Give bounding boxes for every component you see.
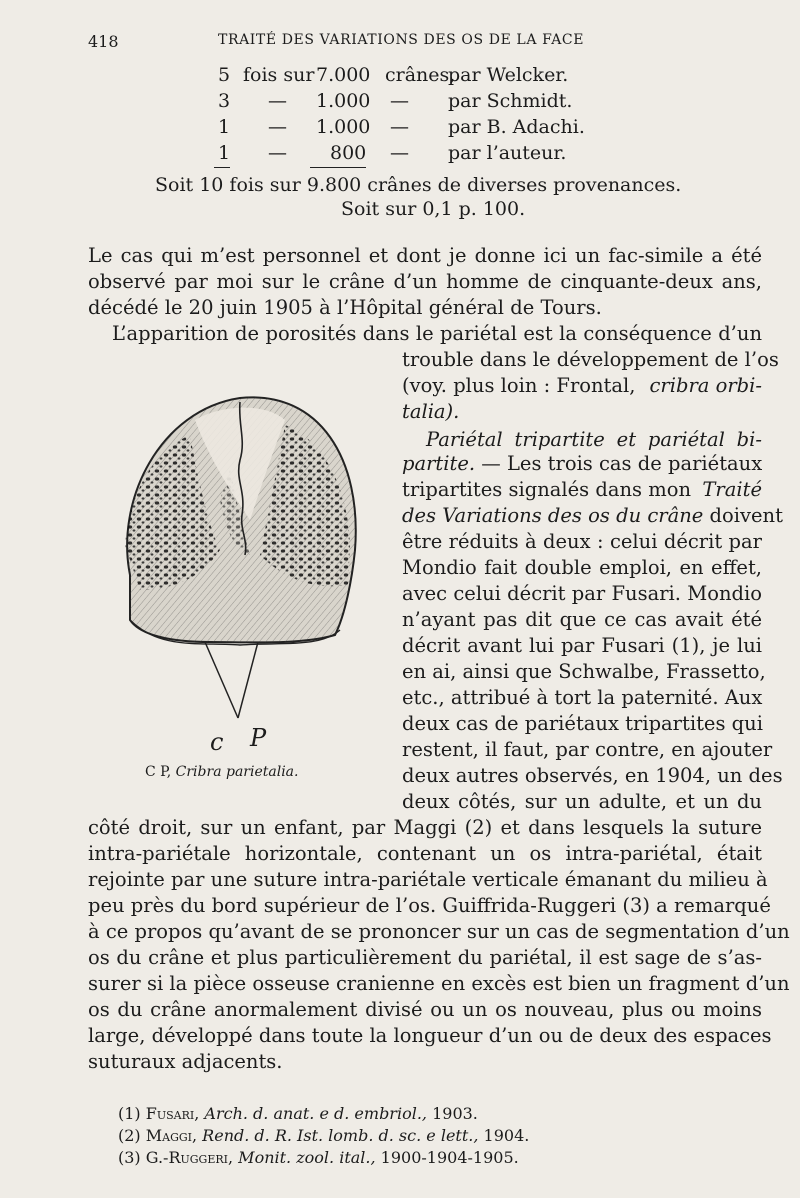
italic-text: des Variations des os du crâne: [402, 504, 704, 527]
page-number: 418: [88, 32, 119, 51]
stats-dash: —: [390, 116, 409, 138]
stats-dash: —: [390, 90, 409, 112]
text-line: observé par moi sur le crâne d’un homme de cinquante-deux ans,: [88, 270, 762, 293]
caption-prefix: C P,: [145, 764, 176, 780]
sum-rule: [310, 167, 366, 168]
text-line: n’ayant pas dit que ce cas avait été: [402, 608, 762, 631]
section-heading: Pariétal tripartite et pariétal bi-: [426, 428, 762, 451]
stats-n: 5: [218, 64, 231, 86]
text-line: en ai, ainsi que Schwalbe, Frassetto,: [402, 660, 766, 683]
text-line: [402, 374, 762, 397]
text-line: os du crâne anormalement divisé ou un os nouveau, plus ou moins: [88, 998, 762, 1021]
sum-rule: [214, 167, 230, 168]
text-line: [402, 504, 783, 527]
text-line: L’apparition de porosités dans le pariétal est la conséquence d’un: [112, 322, 762, 345]
stats-by: par B. Adachi.: [448, 116, 585, 138]
hand-label-p: P: [250, 724, 267, 752]
text-line: restent, il faut, par contre, en ajouter: [402, 738, 773, 761]
footnote: [118, 1126, 529, 1145]
stats-percent: Soit sur 0,1 p. 100.: [341, 198, 526, 220]
stats-sep: —: [268, 90, 287, 112]
stats-count: 7.000: [316, 64, 371, 86]
stats-n: 3: [218, 90, 231, 112]
stats-total: Soit 10 fois sur 9.800 crânes de diverses provenances.: [155, 174, 682, 196]
footnote-year: 1904.: [478, 1126, 530, 1145]
stats-by: par Welcker.: [448, 64, 569, 86]
text-line: à ce propos qu’avant de se prononcer sur un cas de segmentation d’un: [88, 920, 790, 943]
footnote-ref: Rend. d. R. Ist. lomb. d. sc. e lett.,: [197, 1126, 479, 1145]
footnote-number: (1): [118, 1104, 146, 1123]
stats-unit: crânes,: [385, 64, 456, 86]
footnote-ref: Arch. d. anat. e d. embriol.,: [199, 1104, 427, 1123]
skull-drawing: [100, 380, 400, 770]
footnote-ref: Monit. zool. ital.,: [233, 1148, 376, 1167]
stats-n: 1: [218, 116, 231, 138]
text-line: [402, 478, 762, 501]
text-span: (voy. plus loin : Frontal,: [402, 374, 642, 397]
text-span: tripartites signalés dans mon: [402, 478, 698, 501]
footnote: [118, 1148, 519, 1167]
text-span: — Les trois cas de pariétaux: [475, 452, 763, 475]
text-line: Le cas qui m’est personnel et dont je donne ici un fac-simile a été: [88, 244, 762, 267]
footnote-author: G.-Ruggeri,: [145, 1148, 234, 1167]
text-line: intra-pariétale horizontale, contenant un os intra-pariétal, était: [88, 842, 762, 865]
caption-title: Cribra parietalia.: [175, 764, 299, 780]
stats-n: 1: [218, 142, 231, 164]
stats-by: par l’auteur.: [448, 142, 567, 164]
stats-dash: —: [390, 142, 409, 164]
stats-count: 1.000: [316, 116, 371, 138]
text-line: deux autres observés, en 1904, un des: [402, 764, 783, 787]
text-line: avec celui décrit par Fusari. Mondio: [402, 582, 762, 605]
pointer-line: [238, 642, 258, 718]
skull-figure: [100, 380, 400, 770]
text-line: surer si la pièce osseuse cranienne en excès est bien un fragment d’un: [88, 972, 790, 995]
text-line: trouble dans le développement de l’os: [402, 348, 779, 371]
figure-caption: [145, 764, 298, 780]
text-span: doivent: [703, 504, 783, 527]
stats-sep: —: [268, 142, 287, 164]
footnote: [118, 1104, 478, 1123]
footnote-number: (3): [118, 1148, 146, 1167]
stats-sep: —: [268, 116, 287, 138]
stats-sep: fois sur: [243, 64, 315, 86]
footnote-author: Maggi,: [145, 1126, 198, 1145]
text-line: peu près du bord supérieur de l’os. Guiffrida-Ruggeri (3) a remarqué: [88, 894, 771, 917]
italic-text: cribra orbi-: [649, 374, 762, 397]
hand-label-c: c: [210, 728, 224, 756]
stats-by: par Schmidt.: [448, 90, 573, 112]
text-line: être réduits à deux : celui décrit par: [402, 530, 762, 553]
stats-count: 800: [330, 142, 367, 164]
running-title: TRAITÉ DES VARIATIONS DES OS DE LA FACE: [218, 32, 585, 48]
text-line: rejointe par une suture intra-pariétale verticale émanant du milieu à: [88, 868, 768, 891]
footnote-author: Fusari,: [145, 1104, 200, 1123]
footnote-year: 1900-1904-1905.: [375, 1148, 519, 1167]
footnote-year: 1903.: [427, 1104, 478, 1123]
footnote-number: (2): [118, 1126, 146, 1145]
text-line: [402, 452, 762, 475]
text-line: côté droit, sur un enfant, par Maggi (2) et dans lesquels la suture: [88, 816, 762, 839]
text-line: talia).: [402, 400, 460, 423]
text-line: deux cas de pariétaux tripartites qui: [402, 712, 763, 735]
stats-count: 1.000: [316, 90, 371, 112]
text-line: décrit avant lui par Fusari (1), je lui: [402, 634, 762, 657]
pointer-line: [205, 642, 238, 718]
text-line: suturaux adjacents.: [88, 1050, 283, 1073]
text-line: etc., attribué à tort la paternité. Aux: [402, 686, 763, 709]
section-heading: partite.: [402, 452, 476, 475]
text-line: Mondio fait double emploi, en effet,: [402, 556, 762, 579]
text-line: os du crâne et plus particulièrement du pariétal, il est sage de s’as-: [88, 946, 762, 969]
text-line: large, développé dans toute la longueur d’un ou de deux des espaces: [88, 1024, 772, 1047]
text-line: deux côtés, sur un adulte, et un du: [402, 790, 762, 813]
italic-text: Traité: [702, 478, 762, 501]
text-line: décédé le 20 juin 1905 à l’Hôpital général de Tours.: [88, 296, 602, 319]
